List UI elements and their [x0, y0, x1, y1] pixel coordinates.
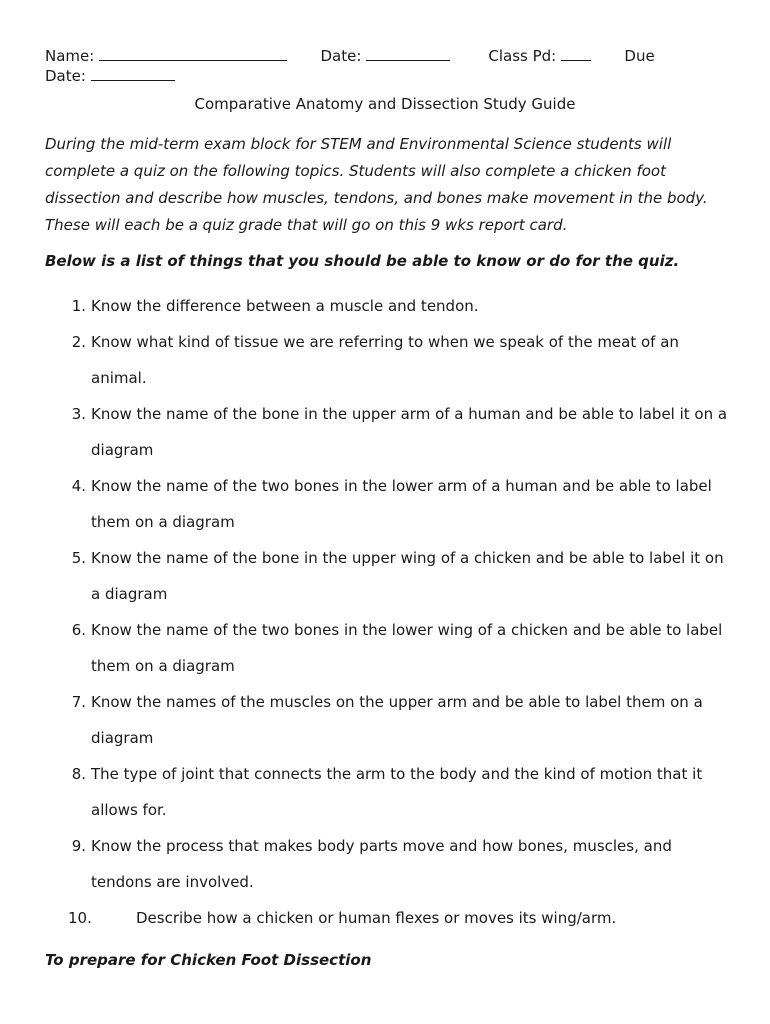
- item-text: Know what kind of tissue we are referring to when we speak of the meat of an animal.: [91, 333, 679, 387]
- student-info-header: [45, 46, 745, 86]
- item-number: 10.: [68, 909, 92, 927]
- list-item: [0, 468, 770, 540]
- item-text: Know the name of the bone in the upper arm of a human and be able to label it on a diagram: [91, 405, 728, 459]
- due-date-label: Date:: [45, 67, 86, 85]
- list-item: [0, 684, 770, 756]
- item-number: 2.: [71, 333, 86, 351]
- name-blank[interactable]: [99, 46, 287, 61]
- list-item: [0, 756, 770, 828]
- list-item: [0, 540, 770, 612]
- list-heading: Below is a list of things that you should be able to know or do for the quiz.: [45, 252, 680, 270]
- list-item: [0, 828, 770, 900]
- class-period-label: Class Pd:: [488, 47, 557, 65]
- item-text: Know the name of the bone in the upper wing of a chicken and be able to label it on a diagram: [91, 549, 724, 603]
- list-item: [0, 396, 770, 468]
- item-number: 6.: [71, 621, 86, 639]
- item-text: The type of joint that connects the arm to the body and the kind of motion that it allows for.: [91, 765, 703, 819]
- item-number: 8.: [71, 765, 86, 783]
- item-number: 4.: [71, 477, 86, 495]
- document-title: Comparative Anatomy and Dissection Study Guide: [194, 95, 576, 113]
- item-text: Know the names of the muscles on the upper arm and be able to label them on a diagram: [91, 693, 703, 747]
- item-text: Know the name of the two bones in the lower arm of a human and be able to label them on a diagram: [91, 477, 712, 531]
- item-text: Know the name of the two bones in the lower wing of a chicken and be able to label them on a diagram: [91, 621, 723, 675]
- study-list: [0, 288, 770, 936]
- item-number: 5.: [71, 549, 86, 567]
- due-label: Due: [624, 47, 655, 65]
- list-item: [0, 324, 770, 396]
- intro-paragraph: During the mid-term exam block for STEM and Environmental Science students will complete a quiz on the following topics. Students will also complete a chicken foot dissection and describe how muscles, tendons, and bones make movement in the body. These will each be a quiz grade that will go on this 9 wks report card.: [45, 135, 708, 234]
- dissection-prep-heading: To prepare for Chicken Foot Dissection: [45, 951, 372, 969]
- item-number: 7.: [71, 693, 86, 711]
- item-text: Know the process that makes body parts move and how bones, muscles, and tendons are involved.: [91, 837, 672, 891]
- date-blank[interactable]: [366, 46, 450, 61]
- list-item: [0, 288, 770, 324]
- name-label: Name:: [45, 47, 95, 65]
- item-number: 3.: [71, 405, 86, 423]
- item-number: 9.: [71, 837, 86, 855]
- list-item: [0, 612, 770, 684]
- item-text: Describe how a chicken or human flexes or moves its wing/arm.: [136, 909, 617, 927]
- item-number: 1.: [71, 297, 86, 315]
- class-period-blank[interactable]: [561, 46, 591, 61]
- list-item: [0, 900, 770, 936]
- due-date-blank[interactable]: [91, 66, 175, 81]
- item-text: Know the difference between a muscle and tendon.: [91, 297, 479, 315]
- date-label: Date:: [320, 47, 362, 65]
